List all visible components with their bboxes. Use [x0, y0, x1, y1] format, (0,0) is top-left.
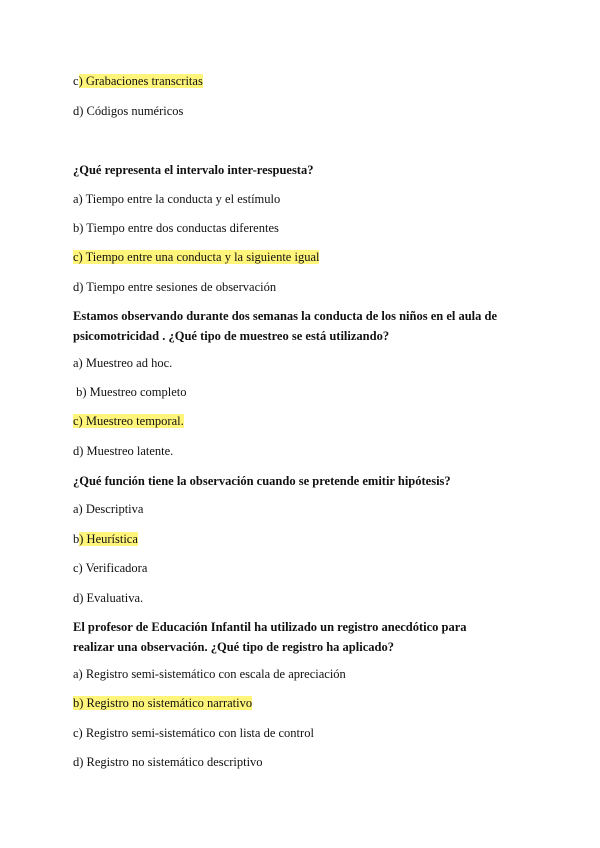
q2-option-d: d) Muestreo latente.	[73, 444, 174, 458]
highlighted-answer: c) Muestreo temporal.	[73, 414, 184, 428]
highlighted-answer: ) Grabaciones transcritas	[78, 74, 203, 88]
answer-c-grabaciones	[73, 73, 203, 89]
question-4: El profesor de Educación Infantil ha utilizado un registro anecdótico para realizar una observación. ¿Qué tipo de registro ha aplicado?	[73, 620, 467, 654]
question-3: ¿Qué función tiene la observación cuando se pretende emitir hipótesis?	[73, 474, 451, 488]
q4-option-c: c) Registro semi-sistemático con lista de control	[73, 726, 314, 740]
q3-option-a: a) Descriptiva	[73, 502, 144, 516]
q3-option-c: c) Verificadora	[73, 561, 148, 575]
q3-option-d: d) Evaluativa.	[73, 591, 144, 605]
q4-option-a: a) Registro semi-sistemático con escala de apreciación	[73, 667, 346, 681]
question-2: Estamos observando durante dos semanas la conducta de los niños en el aula de psicomotricidad . ¿Qué tipo de muestreo se está utilizando?	[73, 309, 498, 343]
answer-letter: c	[73, 74, 79, 88]
q1-option-c	[73, 249, 319, 265]
highlighted-answer: ) Heurística	[79, 532, 138, 546]
q1-option-b: b) Tiempo entre dos conductas diferentes	[73, 221, 279, 235]
answer-d-codigos: d) Códigos numéricos	[73, 104, 184, 118]
q4-option-b	[73, 695, 252, 711]
q4-option-d: d) Registro no sistemático descriptivo	[73, 755, 263, 769]
q2-option-b: b) Muestreo completo	[73, 385, 187, 399]
question-1: ¿Qué representa el intervalo inter-respuesta?	[73, 163, 314, 177]
q3-option-b	[73, 531, 138, 547]
answer-letter: b	[73, 532, 80, 546]
highlighted-answer: c) Tiempo entre una conducta y la siguiente igual	[73, 250, 320, 264]
q1-option-a: a) Tiempo entre la conducta y el estímulo	[73, 192, 281, 206]
q1-option-d: d) Tiempo entre sesiones de observación	[73, 280, 277, 294]
highlighted-answer: b) Registro no sistemático narrativo	[73, 696, 253, 710]
q2-option-c	[73, 413, 184, 429]
q2-option-a: a) Muestreo ad hoc.	[73, 356, 173, 370]
